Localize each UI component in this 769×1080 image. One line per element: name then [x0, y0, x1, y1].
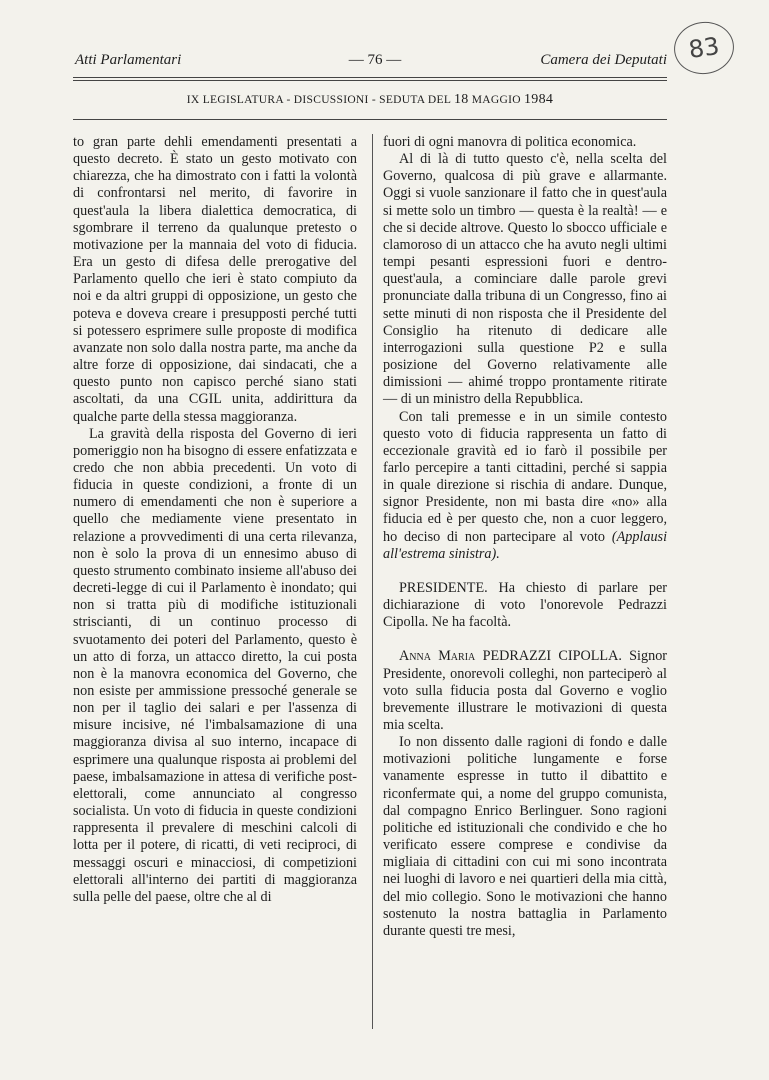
- session-text: IX LEGISLATURA - DISCUSSIONI - SEDUTA DEL: [186, 94, 451, 106]
- paragraph: Io non dissento dalle ragioni di fondo e dalle motivazioni politiche lungamente e forse vanamente espresse in tutto il dibattito e riconfermate qui, a nome del gruppo comunista, dal compagno Enrico Berlinguer. Sono ragioni politiche ed istituzionali che condivido e che ho verificato essere comprese e condivise da migliaia di cittadini con cui mi sono incontrata nei luoghi di lavoro e nei quartieri della mia città, del mio collegio. Sono le motivazioni che hanno sostenuto la nostra battaglia in Parlamento durante questi tre mesi,: [383, 734, 667, 939]
- session-day: 18: [453, 92, 469, 107]
- paragraph: La gravità della risposta del Governo di ieri pomeriggio non ha bisogno di essere enfatizzata e credo che non abbia precedenti. Un voto di fiducia in queste condizioni, a fronte di un numero di emendamenti che non è superiore a quello che mediamente viene presentato in relazione a provvedimenti di una certa rilevanza, non è solo la prova di un ennesimo abuso di questo strumento combinato insieme all'abuso dei decreti-legge di cui il Parlamento è inondato; qui non si tratta più di modifiche istituzionali striscianti, di un continuo processo di svuotamento dei poteri del Parlamento, questo è un atto di forza, un attacco diretto, la cui posta non è la manovra economica del Governo, che non esiste per ammissione pressoché generale se non per il taglio dei salari e per l'assenza di misure incisive, né l'imbalsamazione di una maggioranza divisa al suo interno, incapace di esprimere una qualunque risposta ai problemi del paese, imbalsamazione in attesa di verifiche post-elettorali, come annunciato al congresso socialista. Un voto di fiducia in queste condizioni rappresenta il prevalere di meschini calcoli di lotta per il potere, di ricatti, di veti reciproci, di messaggi oscuri e minacciosi, di competizioni elettorali all'interno dei partiti di maggioranza sulla pelle del paese, oltre che al di: [73, 425, 357, 905]
- speaker-first-name: Anna Maria: [399, 648, 476, 665]
- left-column: [73, 134, 357, 906]
- session-line: [73, 92, 667, 108]
- header-chamber: Camera dei Deputati: [540, 52, 667, 68]
- paragraph-text: Signor Presidente, onorevoli colleghi, non parteciperò al voto sulla fiducia posta dal Governo e voglio brevemente illustrare le motivazioni di questa mia scelta.: [383, 648, 668, 733]
- page-number: — 76 —: [348, 52, 402, 68]
- paragraph-text: Con tali premesse e in un simile contesto questo voto di fiducia rappresenta un fatto di eccezionale gravità ed io farò il possibile per farlo percepire a tanti cittadini, perché si sappia in quale direzione si rischia di andare. Dunque, signor Presidente, non mi basta dire «no» alla fiducia ed è per questo che, non a cuor leggero, ho deciso di non partecipare al voto: [383, 408, 667, 545]
- session-month: MAGGIO: [471, 94, 521, 106]
- column-divider: [372, 134, 373, 1029]
- right-column: [383, 134, 667, 940]
- header-rule-double: [73, 80, 667, 81]
- applause-note: (Applausi all'estrema sinistra).: [383, 528, 668, 562]
- handwritten-page-stamp: 83: [671, 18, 738, 78]
- paragraph: [383, 409, 667, 563]
- paragraph: Al di là di tutto questo c'è, nella scelta del Governo, qualcosa di più grave e allarmante. Oggi si vuole sanzionare il fatto che in quest'aula si mette solo un timbro — questa è la realtà! — e che si decide altrove. Questo lo sbocco ufficiale e clamoroso di un attacco che ha avuto negli ultimi tempi pesanti espressioni fuori e dentro-quest'aula, a cominciare dalle parole grevi pronunciate dalla tribuna di un Congresso, fino ai sette minuti di non risposta che il Presidente del Consiglio ha ritenuto di dedicare alle interrogazioni sulla questione P2 e sulla posizione del Governo relativamente alle dimissioni — ahimé troppo prontamente ritirate — di un ministro della Repubblica.: [383, 151, 667, 408]
- speaker-name: PRESIDENTE.: [399, 579, 488, 596]
- header-rule: [73, 77, 667, 78]
- header-publication: Atti Parlamentari: [75, 52, 182, 68]
- paragraph: to gran parte dehli emendamenti presentati a questo decreto. È stato un gesto motivato con chiarezza, che ha dimostrato con i fatti la volontà di confrontarsi nel merito, di favorire in quest'aula la libera dialettica democratica, di sgombrare il terreno da qualunque pretesto o motivazione per la mannaia del voto di fiducia. Era un gesto di difesa delle prerogative del Parlamento quello che ieri è stato compiuto da noi e da altri gruppi di opposizione, un gesto che poteva e doveva creare i presupposti perché tutti si potessero esprimere sulle proposte di modifica avanzate non solo dalla nostra parte, ma anche da altre forze di opposizione, dai sindacati, che a questo punto non capisco perché siano stati ascoltati, da una CGIL unita, addirittura da qualche parte della stessa maggioranza.: [73, 134, 357, 425]
- speaker-intervention: [383, 648, 667, 734]
- session-rule: [73, 119, 667, 120]
- session-year: 1984: [524, 92, 554, 107]
- paragraph-text: Ha chiesto di parlare per dichiarazione di voto l'onorevole Pedrazzi Cipolla. Ne ha facoltà.: [383, 579, 667, 631]
- paragraph: fuori di ogni manovra di politica economica.: [383, 134, 637, 150]
- president-intervention: [383, 580, 667, 631]
- speaker-surname: PEDRAZZI CIPOLLA.: [482, 648, 622, 665]
